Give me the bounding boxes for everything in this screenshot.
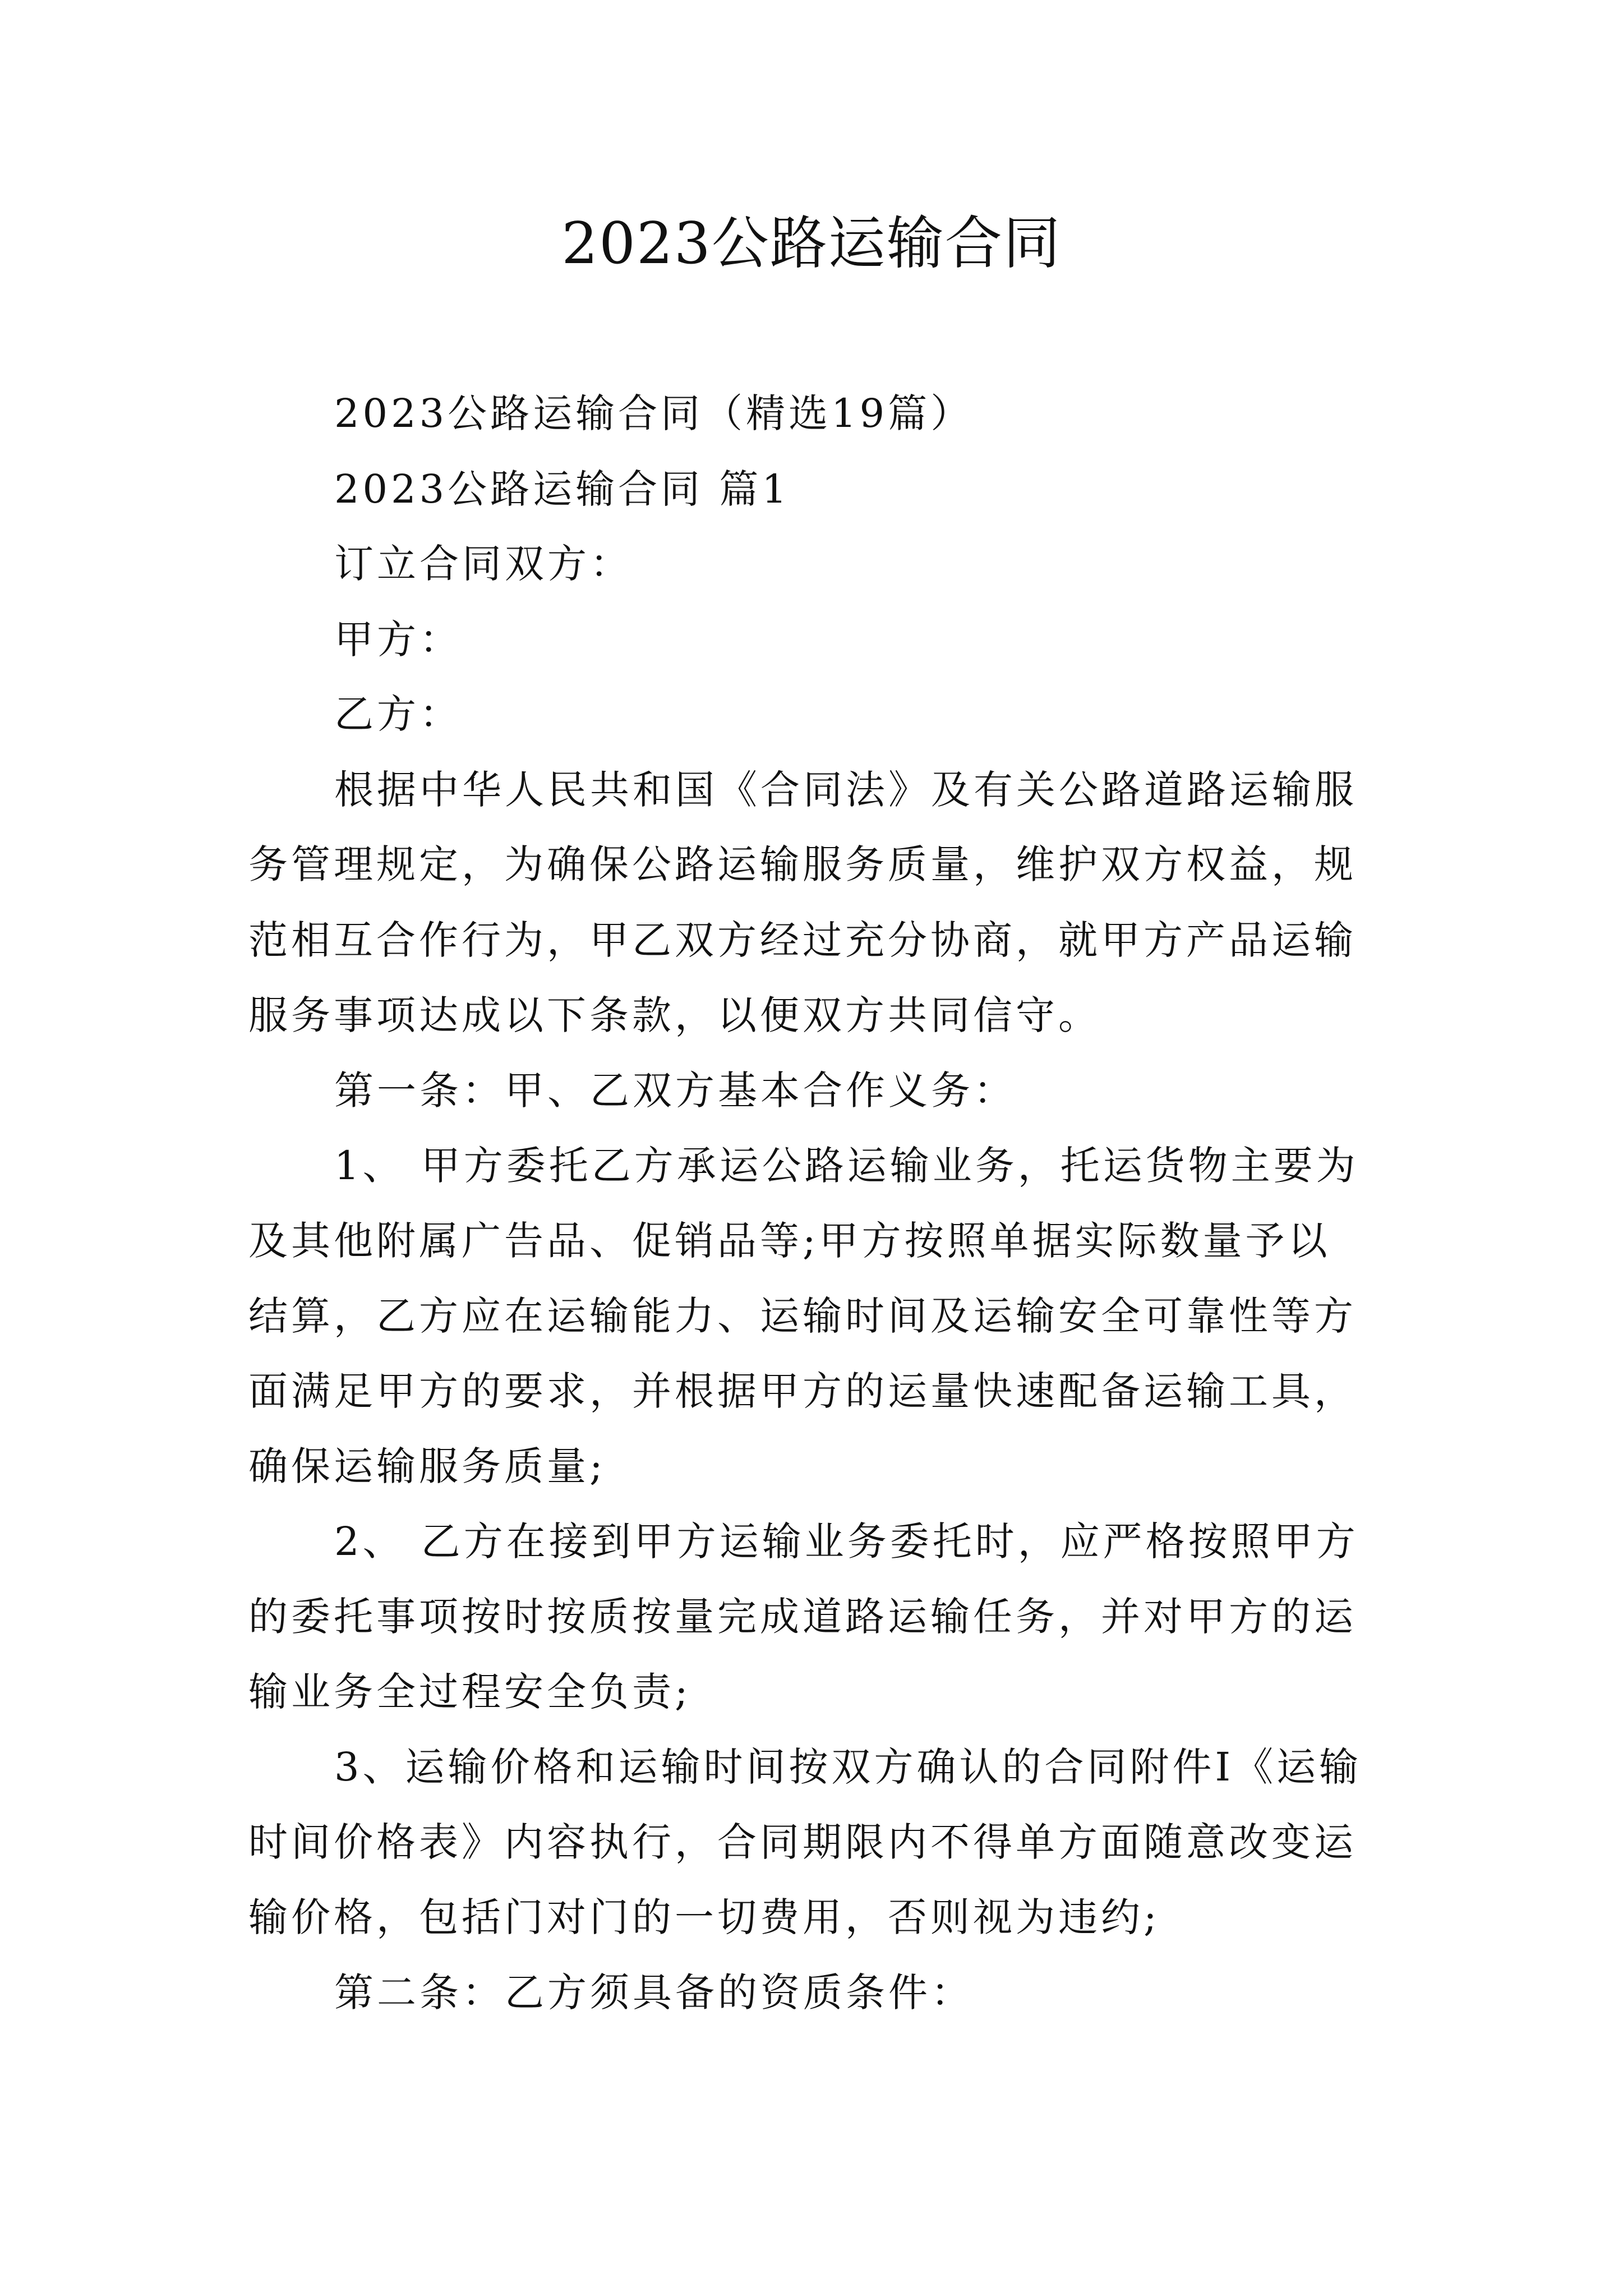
paragraph-line: 输价格，包括门对门的一切费用，否则视为违约; bbox=[248, 1894, 1160, 1940]
paragraph-line: 输业务全过程安全负责; bbox=[248, 1669, 691, 1715]
party-b-line: 乙方： bbox=[334, 691, 462, 737]
paragraph-line: 及其他附属广告品、促销品等;甲方按照单据实际数量予以 bbox=[248, 1218, 1331, 1264]
subtitle-line: 2023公路运输合同（精选19篇） bbox=[334, 390, 974, 436]
section-heading-line: 2023公路运输合同 篇1 bbox=[334, 466, 790, 512]
paragraph-line: 的委托事项按时按质按量完成道路运输任务，并对甲方的运 bbox=[248, 1594, 1357, 1640]
paragraph-line: 结算，乙方应在运输能力、运输时间及运输安全可靠性等方 bbox=[248, 1293, 1357, 1339]
paragraph-line: 确保运输服务质量; bbox=[248, 1443, 606, 1489]
paragraph-line: 范相互合作行为，甲乙双方经过充分协商，就甲方产品运输 bbox=[248, 917, 1357, 963]
article-heading-line: 第二条：乙方须具备的资质条件： bbox=[334, 1970, 974, 2016]
paragraph-line: 面满足甲方的要求，并根据甲方的运量快速配备运输工具， bbox=[248, 1368, 1357, 1414]
document-title: 2023公路运输合同 bbox=[561, 210, 1062, 277]
paragraph-line: 服务事项达成以下条款，以便双方共同信守。 bbox=[248, 992, 1101, 1038]
paragraph-line: 时间价格表》内容执行，合同期限内不得单方面随意改变运 bbox=[248, 1819, 1357, 1865]
paragraph-line: 1、 甲方委托乙方承运公路运输业务，托运货物主要为 bbox=[334, 1143, 1359, 1189]
paragraph-line: 3、运输价格和运输时间按双方确认的合同附件Ⅰ《运输 bbox=[334, 1744, 1362, 1790]
paragraph-line: 2、 乙方在接到甲方运输业务委托时，应严格按照甲方 bbox=[334, 1519, 1359, 1565]
paragraph-line: 根据中华人民共和国《合同法》及有关公路道路运输服 bbox=[334, 767, 1357, 813]
party-a-line: 甲方： bbox=[334, 616, 462, 662]
paragraph-line: 务管理规定，为确保公路运输服务质量，维护双方权益，规 bbox=[248, 841, 1357, 887]
parties-label-line: 订立合同双方： bbox=[334, 541, 633, 587]
article-heading-line: 第一条：甲、乙双方基本合作义务： bbox=[334, 1068, 1016, 1114]
